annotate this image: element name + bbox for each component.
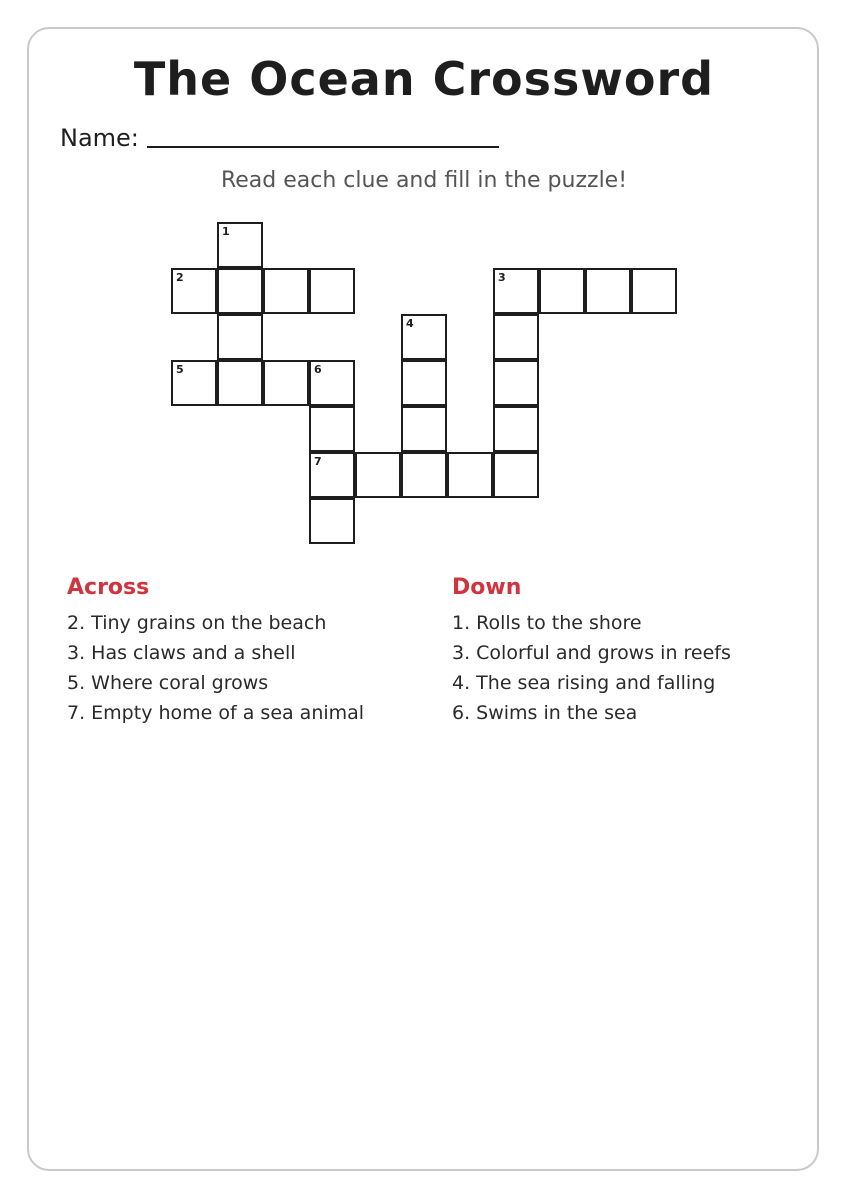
clue-number: 1 — [222, 225, 230, 238]
crossword-cell[interactable] — [493, 268, 539, 314]
clue-number: 2 — [176, 271, 184, 284]
name-label: Name: — [60, 124, 139, 152]
crossword-cell[interactable] — [401, 406, 447, 452]
crossword-cell[interactable] — [401, 360, 447, 406]
crossword-cell[interactable] — [171, 268, 217, 314]
crossword-cell[interactable] — [263, 268, 309, 314]
across-clue: 2. Tiny grains on the beach — [67, 612, 327, 634]
crossword-cell[interactable] — [631, 268, 677, 314]
crossword-cell[interactable] — [493, 452, 539, 498]
crossword-cell[interactable] — [217, 222, 263, 268]
clue-number: 4 — [406, 317, 414, 330]
crossword-cell[interactable] — [309, 360, 355, 406]
down-clue: 3. Colorful and grows in reefs — [452, 642, 731, 664]
clue-number: 7 — [314, 455, 322, 468]
across-clues — [67, 572, 437, 728]
crossword-cell[interactable] — [217, 314, 263, 360]
clue-number: 5 — [176, 363, 184, 376]
crossword-cell[interactable] — [217, 360, 263, 406]
crossword-cell[interactable] — [355, 452, 401, 498]
crossword-cell[interactable] — [309, 452, 355, 498]
crossword-cell[interactable] — [309, 268, 355, 314]
crossword-cell[interactable] — [585, 268, 631, 314]
crossword-cell[interactable] — [539, 268, 585, 314]
crossword-cell[interactable] — [447, 452, 493, 498]
crossword-cell[interactable] — [263, 360, 309, 406]
down-clue: 6. Swims in the sea — [452, 702, 638, 724]
down-clues — [452, 572, 822, 728]
across-clue: 5. Where coral grows — [67, 672, 269, 694]
name-input-line[interactable] — [147, 122, 499, 148]
instructions: Read each clue and fill in the puzzle! — [220, 168, 628, 193]
crossword-cell[interactable] — [493, 360, 539, 406]
crossword-cell[interactable] — [493, 314, 539, 360]
worksheet-title: The Ocean Crossword — [133, 52, 715, 106]
crossword-cell[interactable] — [401, 314, 447, 360]
crossword-cell[interactable] — [309, 498, 355, 544]
crossword-cell[interactable] — [217, 268, 263, 314]
crossword-cell[interactable] — [171, 360, 217, 406]
across-clue: 7. Empty home of a sea animal — [67, 702, 365, 724]
name-row — [60, 118, 499, 152]
down-heading: Down — [452, 575, 522, 600]
crossword-cell[interactable] — [493, 406, 539, 452]
across-clue: 3. Has claws and a shell — [67, 642, 296, 664]
clue-number: 3 — [498, 271, 506, 284]
down-clue: 4. The sea rising and falling — [452, 672, 716, 694]
crossword-cell[interactable] — [401, 452, 447, 498]
crossword-cell[interactable] — [309, 406, 355, 452]
across-heading: Across — [67, 575, 150, 600]
down-clue: 1. Rolls to the shore — [452, 612, 642, 634]
clue-number: 6 — [314, 363, 322, 376]
